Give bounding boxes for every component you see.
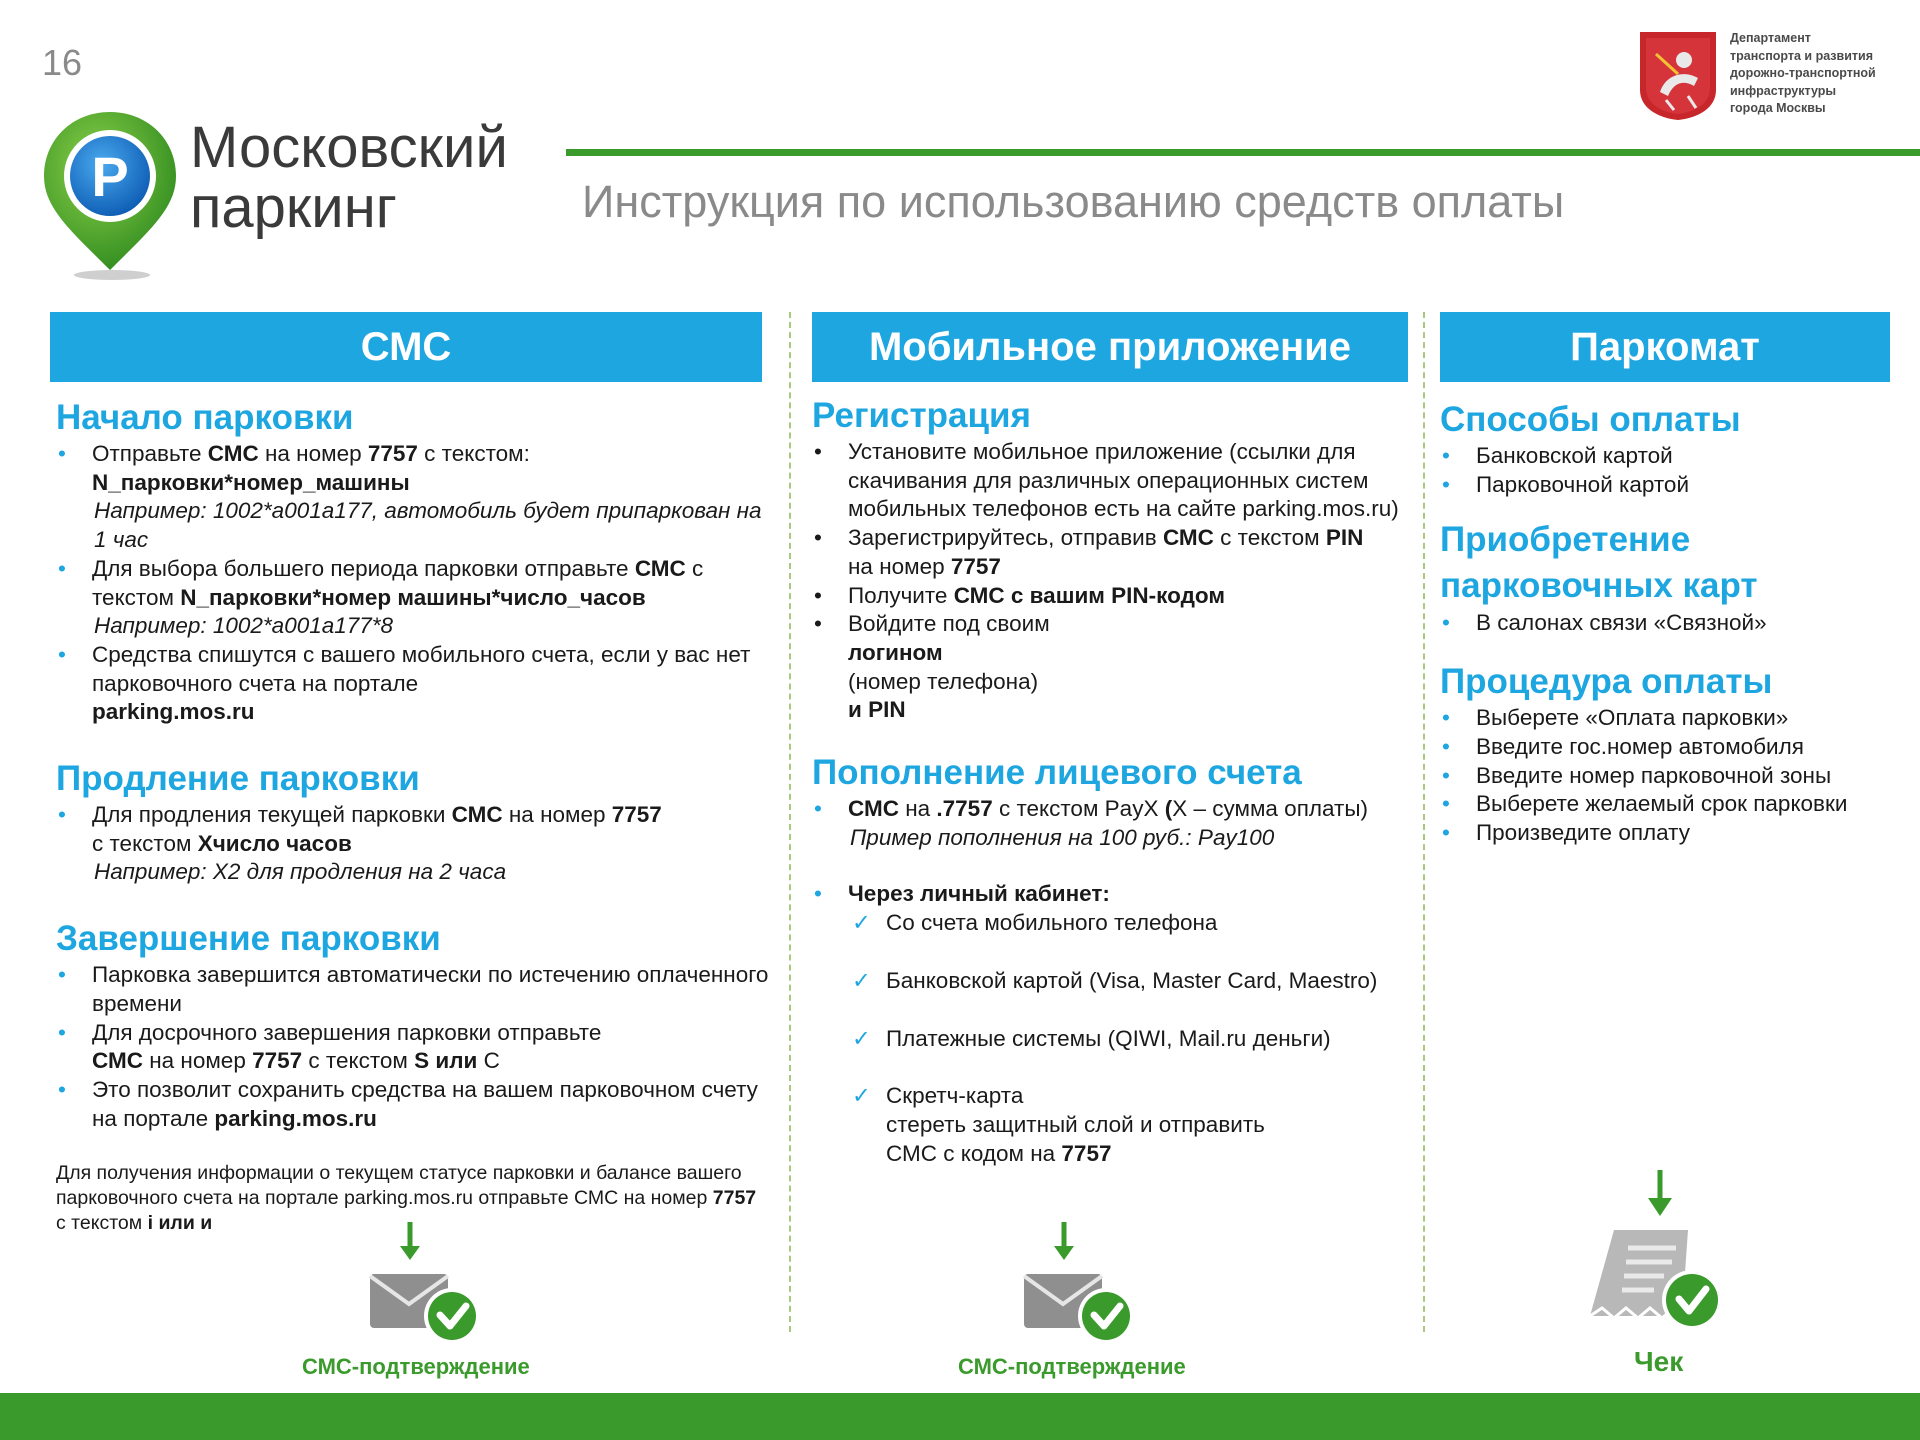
list-item: • В салонах связи «Связной» [1440, 609, 1900, 638]
list-item: • Выберете желаемый срок парковки [1440, 790, 1900, 819]
column-divider [789, 312, 791, 1332]
parking-logo [40, 108, 180, 283]
brand-line2: паркинг [190, 175, 397, 240]
list-item: • Через личный кабинет: ✓ Со счета мобильного телефона ✓ Банковской картой (Visa, Master Card, Maestro) ✓ Платежные системы (QIWI, Mail.ru деньги) ✓ Скретч-карта стереть защитный слой и отправить СМС с кодом на 7757 [812, 880, 1412, 1168]
section-title: Приобретение парковочных карт [1440, 520, 1758, 606]
list-item: • Установите мобильное приложение (ссылки для скачивания для различных операционных систем мобильных телефонов есть на сайте parking.mos.ru) [812, 438, 1412, 524]
header-divider [566, 149, 1920, 156]
check-item: ✓ Скретч-карта стереть защитный слой и отправить СМС с кодом на 7757 [848, 1082, 1412, 1168]
list-item: • Для выбора большего периода парковки отправьте СМС с текстом N_парковки*номер машины*число_часов Например: 1002*а001а177*8 [56, 555, 770, 641]
page-subtitle: Инструкция по использованию средств оплаты [582, 176, 1565, 227]
list-item: • Парковочной картой [1440, 471, 1900, 500]
list-item: • СМС на .7757 с текстом PayX (X – сумма оплаты) Пример пополнения на 100 руб.: Pay100 [812, 795, 1412, 852]
list-item: • Выберете «Оплата парковки» [1440, 704, 1900, 733]
footer-bar [0, 1393, 1920, 1440]
sms-confirmation-caption: СМС-подтверждение [958, 1354, 1186, 1379]
receipt-icon [1584, 1168, 1724, 1338]
column-divider [1423, 312, 1425, 1332]
sms-column [56, 396, 770, 1236]
list-item: • Введите номер парковочной зоны [1440, 762, 1900, 791]
list-item: • Это позволит сохранить средства на вашем парковочном счету на портале parking.mos.ru [56, 1076, 770, 1133]
page-number: 16 [42, 42, 83, 83]
list-item: • Войдите под своим логином (номер телефона) и PIN [812, 610, 1412, 725]
status-note: Для получения информации о текущем статусе парковки и балансе вашего парковочного счета на портале parking.mos.ru отправьте СМС на номер 7757 с текстом i или и [56, 1162, 757, 1235]
list-item: • Банковской картой [1440, 442, 1900, 471]
receipt-caption: Чек [1634, 1346, 1684, 1377]
list-item: • Для досрочного завершения парковки отправьте СМС на номер 7757 с текстом S или С [56, 1019, 770, 1076]
mobile-column [812, 394, 1412, 1168]
section-title: Способы оплаты [1440, 400, 1741, 439]
section-title: Продление парковки [56, 759, 420, 799]
sms-column-header: СМС [50, 312, 762, 382]
section-title: Завершение парковки [56, 919, 441, 959]
section-title: Регистрация [812, 396, 1031, 435]
sms-confirmation-icon [1016, 1218, 1146, 1348]
mobile-column-header: Мобильное приложение [812, 312, 1408, 382]
sms-confirmation-caption: СМС-подтверждение [302, 1354, 530, 1379]
logo-letter: P [91, 145, 129, 208]
section-title: Процедура оплаты [1440, 662, 1773, 702]
brand-name [190, 115, 508, 240]
list-item: • Для продления текущей парковки СМС на номер 7757 с текстом Хчисло часов Например: Х2 для продления на 2 часа [56, 801, 770, 887]
section-title: Начало парковки [56, 398, 354, 437]
check-item: ✓ Банковской картой (Visa, Master Card, Maestro) [848, 967, 1412, 996]
list-item: • Произведите оплату [1440, 819, 1900, 848]
list-item: • Отправьте СМС на номер 7757 с текстом: N_парковки*номер_машины Например: 1002*а001а177, автомобиль будет припаркован на 1 час [56, 440, 770, 555]
parkomat-column-header: Паркомат [1440, 312, 1890, 382]
parkomat-column [1440, 398, 1900, 848]
sms-confirmation-icon [362, 1218, 492, 1348]
check-item: ✓ Платежные системы (QIWI, Mail.ru деньги) [848, 1025, 1412, 1054]
list-item: • Средства спишутся с вашего мобильного счета, если у вас нет парковочного счета на портале parking.mos.ru [56, 641, 770, 727]
brand-line1: Московский [190, 115, 508, 180]
list-item: • Парковка завершится автоматически по истечению оплаченного времени [56, 961, 770, 1018]
list-item: • Получите СМС с вашим PIN-кодом [812, 582, 1412, 611]
moscow-coat-of-arms [1638, 30, 1718, 122]
check-item: ✓ Со счета мобильного телефона [848, 909, 1412, 938]
list-item: • Зарегистрируйтесь, отправив СМС с текстом PIN на номер 7757 [812, 524, 1412, 581]
department-name: Департамент транспорта и развития дорожно-транспортной инфраструктуры города Москвы [1730, 31, 1876, 115]
list-item: • Введите гос.номер автомобиля [1440, 733, 1900, 762]
section-title: Пополнение лицевого счета [812, 753, 1302, 793]
